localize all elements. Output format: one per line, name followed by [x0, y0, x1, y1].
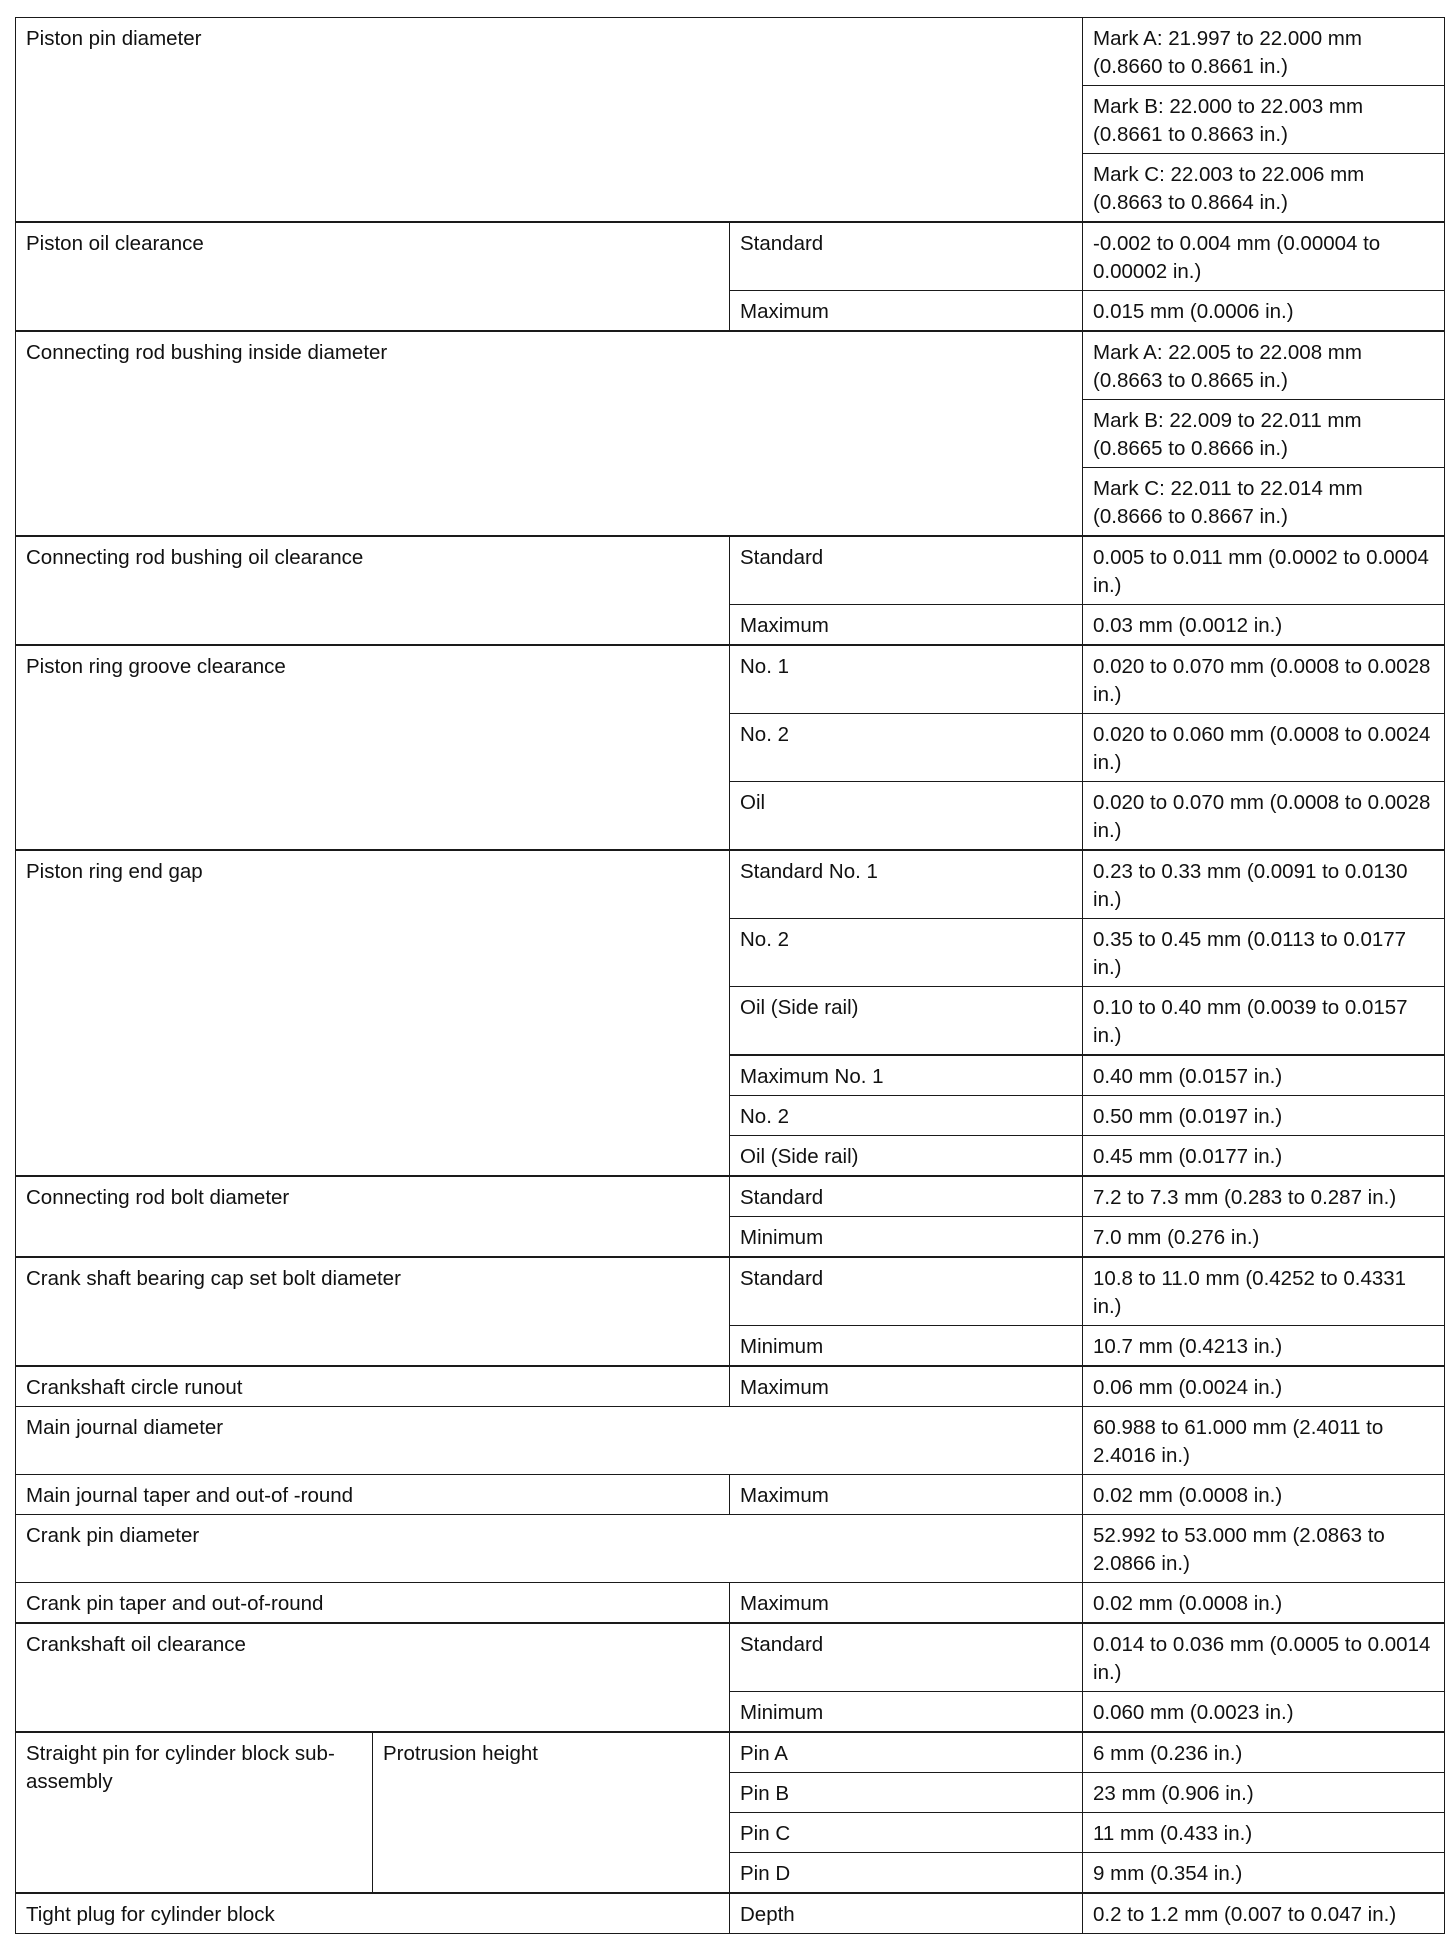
condition-cell: Pin A	[730, 1732, 1083, 1773]
table-row	[16, 536, 1445, 605]
spec-value: 0.020 to 0.070 mm (0.0008 to 0.0028 in.)	[1083, 645, 1445, 714]
condition-cell: Standard	[730, 222, 1083, 291]
condition-cell: Minimum	[730, 1217, 1083, 1258]
spec-value: 0.03 mm (0.0012 in.)	[1083, 605, 1445, 646]
item-label: Piston oil clearance	[16, 222, 730, 331]
condition-cell: Standard	[730, 1176, 1083, 1217]
spec-value: 0.2 to 1.2 mm (0.007 to 0.047 in.)	[1083, 1893, 1445, 1934]
table-row	[16, 1732, 1445, 1773]
spec-sheet	[15, 17, 1444, 1934]
spec-value: -0.002 to 0.004 mm (0.00004 to 0.00002 in.)	[1083, 222, 1445, 291]
condition-cell: Maximum	[730, 1583, 1083, 1624]
spec-value: 0.45 mm (0.0177 in.)	[1083, 1136, 1445, 1177]
condition-cell: Standard	[730, 1257, 1083, 1326]
spec-value: 0.060 mm (0.0023 in.)	[1083, 1692, 1445, 1733]
item-label: Piston ring end gap	[16, 850, 730, 1176]
table-row	[16, 331, 1445, 400]
spec-value: 10.8 to 11.0 mm (0.4252 to 0.4331 in.)	[1083, 1257, 1445, 1326]
table-row	[16, 1893, 1445, 1934]
spec-value: 0.23 to 0.33 mm (0.0091 to 0.0130 in.)	[1083, 850, 1445, 919]
spec-value: 0.50 mm (0.0197 in.)	[1083, 1096, 1445, 1136]
condition-cell: Standard	[730, 1623, 1083, 1692]
table-row	[16, 1176, 1445, 1217]
condition-cell: Pin B	[730, 1773, 1083, 1813]
condition-cell: No. 2	[730, 919, 1083, 987]
condition-cell: No. 1	[730, 645, 1083, 714]
spec-value: 7.0 mm (0.276 in.)	[1083, 1217, 1445, 1258]
spec-value: 52.992 to 53.000 mm (2.0863 to 2.0866 in.)	[1083, 1515, 1445, 1583]
spec-value: 60.988 to 61.000 mm (2.4011 to 2.4016 in.)	[1083, 1407, 1445, 1475]
item-label: Main journal taper and out-of -round	[16, 1475, 730, 1515]
condition-cell: Maximum No. 1	[730, 1055, 1083, 1096]
table-row	[16, 222, 1445, 291]
item-label: Crank pin diameter	[16, 1515, 1083, 1583]
condition-cell: Depth	[730, 1893, 1083, 1934]
table-row	[16, 1583, 1445, 1624]
condition-cell: Oil (Side rail)	[730, 987, 1083, 1056]
table-row	[16, 645, 1445, 714]
spec-value: 0.014 to 0.036 mm (0.0005 to 0.0014 in.)	[1083, 1623, 1445, 1692]
table-row	[16, 850, 1445, 919]
condition-cell: Standard	[730, 536, 1083, 605]
spec-value: Mark C: 22.003 to 22.006 mm (0.8663 to 0.8664 in.)	[1083, 154, 1445, 223]
spec-value: 0.40 mm (0.0157 in.)	[1083, 1055, 1445, 1096]
spec-value: 6 mm (0.236 in.)	[1083, 1732, 1445, 1773]
sub-label: Protrusion height	[373, 1732, 730, 1893]
spec-value: Mark B: 22.009 to 22.011 mm (0.8665 to 0.8666 in.)	[1083, 400, 1445, 468]
table-row	[16, 1623, 1445, 1692]
item-label: Main journal diameter	[16, 1407, 1083, 1475]
item-label: Tight plug for cylinder block	[16, 1893, 730, 1934]
spec-value: 23 mm (0.906 in.)	[1083, 1773, 1445, 1813]
table-row	[16, 18, 1445, 86]
item-label: Connecting rod bolt diameter	[16, 1176, 730, 1257]
spec-value: 9 mm (0.354 in.)	[1083, 1853, 1445, 1894]
condition-cell: Maximum	[730, 605, 1083, 646]
spec-value: 7.2 to 7.3 mm (0.283 to 0.287 in.)	[1083, 1176, 1445, 1217]
spec-value: 0.005 to 0.011 mm (0.0002 to 0.0004 in.)	[1083, 536, 1445, 605]
spec-value: Mark B: 22.000 to 22.003 mm (0.8661 to 0.8663 in.)	[1083, 86, 1445, 154]
item-label: Straight pin for cylinder block sub-assembly	[16, 1732, 373, 1893]
table-row	[16, 1515, 1445, 1583]
table-row	[16, 1257, 1445, 1326]
spec-value: Mark C: 22.011 to 22.014 mm (0.8666 to 0.8667 in.)	[1083, 468, 1445, 537]
condition-cell: Maximum	[730, 1366, 1083, 1407]
spec-value: 0.35 to 0.45 mm (0.0113 to 0.0177 in.)	[1083, 919, 1445, 987]
item-label: Crankshaft oil clearance	[16, 1623, 730, 1732]
spec-value: Mark A: 22.005 to 22.008 mm (0.8663 to 0.8665 in.)	[1083, 331, 1445, 400]
condition-cell: Pin D	[730, 1853, 1083, 1894]
condition-cell: Maximum	[730, 291, 1083, 332]
item-label: Connecting rod bushing oil clearance	[16, 536, 730, 645]
spec-value: 0.015 mm (0.0006 in.)	[1083, 291, 1445, 332]
spec-table	[15, 17, 1445, 1934]
spec-value: 0.020 to 0.070 mm (0.0008 to 0.0028 in.)	[1083, 782, 1445, 851]
condition-cell: No. 2	[730, 1096, 1083, 1136]
condition-cell: Oil	[730, 782, 1083, 851]
spec-value: 11 mm (0.433 in.)	[1083, 1813, 1445, 1853]
spec-value: 10.7 mm (0.4213 in.)	[1083, 1326, 1445, 1367]
spec-value: 0.020 to 0.060 mm (0.0008 to 0.0024 in.)	[1083, 714, 1445, 782]
item-label: Crankshaft circle runout	[16, 1366, 730, 1407]
condition-cell: Standard No. 1	[730, 850, 1083, 919]
item-label: Piston ring groove clearance	[16, 645, 730, 850]
condition-cell: Minimum	[730, 1326, 1083, 1367]
spec-value: 0.06 mm (0.0024 in.)	[1083, 1366, 1445, 1407]
item-label: Crank shaft bearing cap set bolt diameter	[16, 1257, 730, 1366]
table-row	[16, 1366, 1445, 1407]
item-label: Connecting rod bushing inside diameter	[16, 331, 1083, 536]
table-row	[16, 1407, 1445, 1475]
item-label: Piston pin diameter	[16, 18, 1083, 223]
condition-cell: Pin C	[730, 1813, 1083, 1853]
spec-value: 0.02 mm (0.0008 in.)	[1083, 1583, 1445, 1624]
table-row	[16, 1475, 1445, 1515]
condition-cell: Oil (Side rail)	[730, 1136, 1083, 1177]
spec-value: 0.02 mm (0.0008 in.)	[1083, 1475, 1445, 1515]
condition-cell: No. 2	[730, 714, 1083, 782]
condition-cell: Minimum	[730, 1692, 1083, 1733]
item-label: Crank pin taper and out-of-round	[16, 1583, 730, 1624]
spec-value: 0.10 to 0.40 mm (0.0039 to 0.0157 in.)	[1083, 987, 1445, 1056]
condition-cell: Maximum	[730, 1475, 1083, 1515]
spec-value: Mark A: 21.997 to 22.000 mm (0.8660 to 0.8661 in.)	[1083, 18, 1445, 86]
